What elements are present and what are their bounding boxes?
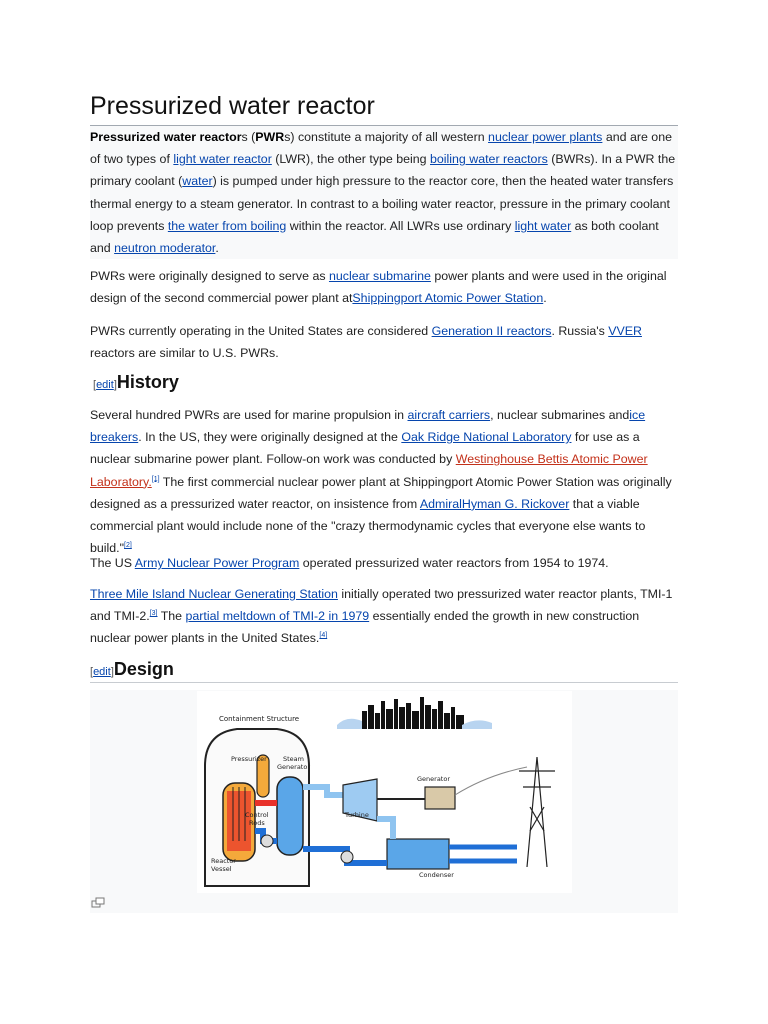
bracket: [ [90,666,94,678]
paragraph-text [90,320,678,364]
text: within the reactor. All LWRs use ordinary [286,218,515,233]
history-heading [93,372,678,393]
link-rickover[interactable]: AdmiralHyman G. Rickover [419,496,570,511]
heading-text: Design [113,659,174,679]
paragraph-text [90,265,678,309]
label-condenser: Condenser [419,871,454,879]
link-westinghouse-bettis[interactable]: Westinghouse Bettis Atomic Power Laboratory. [90,452,648,489]
link-aircraft-carriers[interactable]: aircraft carriers [407,408,491,422]
link-partial-meltdown[interactable]: partial meltdown of TMI-2 in 1979 [185,609,370,624]
text: . [215,241,219,256]
label-turbine: Turbine [345,811,369,819]
paragraph-text [90,583,678,650]
link-light-water[interactable]: light water [514,218,572,233]
text: Several hundred PWRs are used for marine propulsion in [90,408,408,422]
label-containment: Containment Structure [219,715,300,723]
text: PWRs were originally designed to serve as [90,269,329,283]
text: for use as a nuclear submarine power plant. Follow-on work was conducted by [90,430,640,467]
text: s ( [241,130,256,144]
edit-link-history[interactable]: edit [96,379,114,391]
label-pressurizer: Pressurizer [231,755,267,763]
text: The [157,609,186,624]
text: (BWRs). In a PWR the primary coolant ( [90,152,676,189]
text: essentially ended the growth in new construction nuclear power plants in the United States. [90,609,640,646]
text: reactors are similar to U.S. PWRs. [90,346,279,361]
bracket: [ [93,379,97,391]
edit-link-design[interactable]: edit [93,666,111,678]
edit-section-design [90,666,114,678]
paragraph-submarine [90,265,678,309]
link-three-mile-island[interactable]: Three Mile Island Nuclear Generating Station [90,587,338,601]
text: PWRs currently operating in the United States are considered [90,324,432,338]
text: . In the US, they were originally designed at the [138,430,402,445]
label-reactor: Reactor [211,857,236,865]
reference-2 [124,542,132,549]
ref-link-4[interactable]: [4] [319,632,328,640]
paragraph-history-1 [90,404,678,559]
reference-4 [319,632,327,639]
text: as both coolant and [90,218,659,256]
link-nuclear-submarine[interactable]: nuclear submarine [328,269,431,283]
label-steam: Steam [283,755,304,763]
skyline-cloud [462,720,492,729]
condenser [387,839,449,869]
ref-link-3[interactable]: [3] [149,610,158,618]
paragraph-text [90,552,678,574]
link-boiling-water-reactors[interactable]: boiling water reactors [430,152,548,167]
link-vver[interactable]: VVER [608,324,642,338]
section-heading-design [90,659,678,683]
bracket: ] [113,379,117,391]
text: . Russia's [551,324,609,338]
text: initially operated two pressurized water reactor plants, TMI-1 and TMI-2. [90,587,673,624]
generator [425,787,455,809]
paragraph-history-3 [90,583,678,650]
link-water-from-boiling[interactable]: the water from boiling [167,218,287,233]
bold-term: Pressurized water reactor [90,130,242,144]
link-ice-breakers[interactable]: ice breakers [90,408,646,445]
paragraph-history-2 [90,552,678,574]
text: The first commercial nuclear power plant at Shippingport Atomic Power Station was originally designed as a pressurized water reactor, on insistence from [90,474,672,511]
label-steam-generator: Generator [277,763,311,771]
skyline-cloud [337,719,362,729]
power-line [455,767,527,795]
primary-pump [261,835,273,847]
section-heading-history [93,372,678,393]
ref-link-1[interactable]: [1] [151,475,160,483]
link-neutron-moderator[interactable]: neutron moderator [114,241,216,256]
paragraph-generation [90,320,678,364]
link-water[interactable]: water [182,174,213,189]
intro-paragraph-box [90,126,678,259]
city-skyline [362,697,464,729]
bracket: ] [110,666,114,678]
pwr-diagram [197,691,572,893]
ref-link-2[interactable]: [2] [124,542,132,550]
transmission-pylon [519,757,555,867]
text: s) constitute a majority of all western [284,130,489,144]
text: (LWR), the other type being [271,152,430,167]
feedwater-pump [341,851,353,863]
link-nuclear-power-plants[interactable]: nuclear power plants [488,130,603,144]
edit-section-history [93,379,117,391]
label-generator: Generator [417,775,451,783]
text: that a viable commercial plant would include none of the "crazy thermodynamic cycles that everyone else wants to build." [90,496,646,556]
bold-abbr: PWR [255,130,285,144]
text: operated pressurized water reactors from 1954 to 1974. [299,556,609,570]
text: and are one of two types of [90,130,672,167]
reference-1 [152,475,160,482]
exhaust-steam-line [377,819,393,839]
label-control: Control [245,811,269,819]
label-vessel: Vessel [211,865,232,873]
text: , nuclear submarines and [490,408,630,422]
link-generation-ii[interactable]: Generation II reactors [431,324,552,338]
text: ) is pumped under high pressure to the reactor core, then the heated water transfers thermal energy to a steam generator. In contrast to a boiling water reactor, pressure in the primary coolant loop prevents [90,174,674,233]
heading-text: History [116,372,179,392]
label-rods: Rods [249,819,265,827]
text: power plants and were used in the original design of the second commercial power plant at [90,269,667,306]
link-shippingport[interactable]: Shippingport Atomic Power Station [352,291,544,306]
link-army-nuclear-power-program[interactable]: Army Nuclear Power Program [134,556,300,570]
text: . [543,291,547,306]
page-title: Pressurized water reactor [90,92,678,126]
intro-paragraph [90,126,678,259]
paragraph-text [90,404,678,559]
text: The US [90,556,135,570]
link-light-water-reactor[interactable]: light water reactor [173,152,272,167]
design-heading [90,659,678,680]
steam-generator [277,777,303,855]
pwr-diagram-image[interactable] [197,691,572,893]
link-oak-ridge[interactable]: Oak Ridge National Laboratory [401,430,572,445]
enlarge-icon[interactable] [91,897,105,908]
